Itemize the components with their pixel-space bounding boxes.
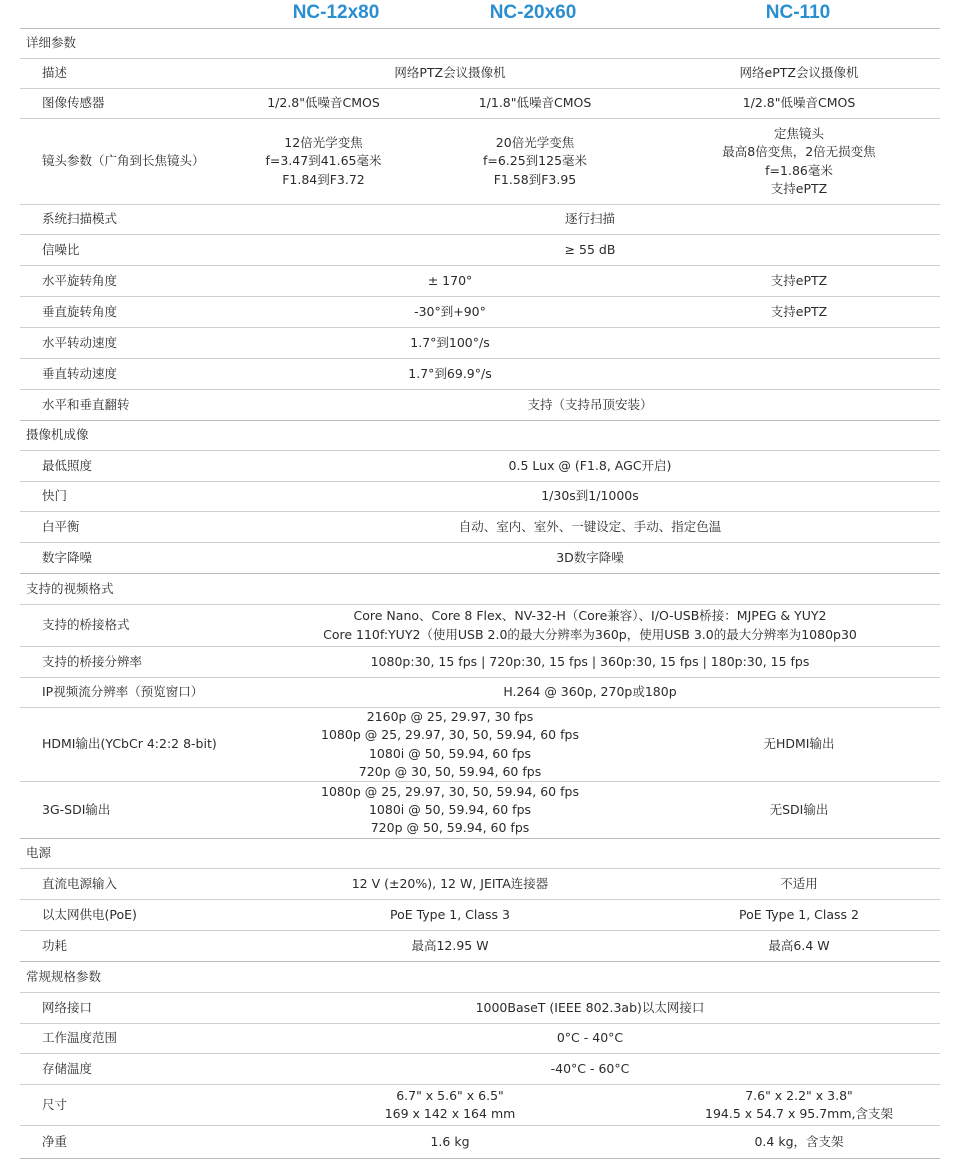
spec-value-c [678,266,920,296]
value-line: H.264 @ 360p, 270p或180p [503,684,677,700]
spec-label: 功耗 [42,937,68,953]
spec-label: 净重 [42,1133,68,1149]
section-title: 支持的视频格式 [26,580,114,596]
value-line: 2160p @ 25, 29.97, 30 fps [366,709,534,725]
value-line: ± 170° [427,272,473,288]
spec-label: 快门 [42,488,68,504]
spec-row [20,677,940,707]
spec-value-abc [240,482,940,511]
spec-value-abc [240,543,940,573]
value-line: 6.7" x 5.6" x 6.5" [396,1087,504,1103]
value-line: 12 V (±20%), 12 W, JEITA连接器 [351,875,549,891]
spec-label: 尺寸 [42,1096,68,1112]
value-line: PoE Type 1, Class 2 [738,906,859,922]
spec-row [20,88,940,118]
section-header [20,838,940,868]
value-line: PoE Type 1, Class 3 [389,906,510,922]
spec-value-abc [240,605,940,646]
value-line: 逐行扫描 [564,211,615,227]
spec-value-abc [240,1054,940,1084]
value-line: ≥ 55 dB [564,241,616,257]
value-line: 网络PTZ会议摄像机 [394,65,506,81]
spec-label: 白平衡 [42,518,80,534]
spec-label: 以太网供电(PoE) [42,906,137,922]
section-header [20,28,940,58]
spec-value-abc [240,678,940,707]
spec-row [20,118,940,204]
section-title: 详细参数 [26,35,77,51]
value-line: 最高6.4 W [768,937,830,953]
spec-value-ab [240,297,660,327]
value-line: 169 x 142 x 164 mm [384,1106,516,1121]
value-line: F1.84到F3.72 [282,171,365,187]
value-line: 支持ePTZ [770,272,828,288]
spec-value-c [678,59,920,88]
spec-label: 描述 [42,65,68,81]
spec-row [20,358,940,389]
spec-value-c [678,89,920,118]
spec-row [20,327,940,358]
spec-value-abc [240,647,940,677]
spec-row [20,450,940,481]
value-line: 无SDI输出 [769,801,829,817]
value-line: F1.58到F3.95 [493,171,577,187]
spec-value-ab [240,328,660,358]
spec-value-abc [240,512,940,542]
spec-label: 最低照度 [42,457,93,473]
spec-value-ab [240,900,660,930]
spec-label: 图像传感器 [42,95,105,111]
value-line: 720p @ 50, 59.94, 60 fps [370,820,530,836]
spec-value-c [678,900,920,930]
spec-value-c [678,869,920,899]
value-line: 支持（支持吊顶安装） [527,396,653,412]
spec-row [20,234,940,265]
spec-row [20,389,940,420]
section-title: 电源 [26,845,52,861]
value-line: 0.4 kg，含支架 [754,1133,844,1149]
value-line: f=1.86毫米 [765,162,833,178]
spec-label: 垂直旋转角度 [42,303,118,319]
section-header [20,573,940,604]
section-header [20,961,940,992]
spec-row [20,604,940,646]
value-line: 1/1.8"低噪音CMOS [478,95,592,111]
spec-label: 支持的桥接分辨率 [42,653,143,669]
spec-row [20,1125,940,1158]
spec-value-c [678,931,920,961]
value-line: 1080p @ 25, 29.97, 30, 50, 59.94, 60 fps [321,783,579,799]
value-line: Core 110f:YUY2（使用USB 2.0的最大分辨率为360p，使用USB 3.0的最大分辨率为1080p30 [323,626,857,642]
value-line: 1000BaseT (IEEE 802.3ab)以太网接口 [475,999,705,1015]
value-line: 1/2.8"低噪音CMOS [742,95,856,111]
value-line: 支持ePTZ [770,303,828,319]
value-line: 最高8倍变焦，2倍无损变焦 [722,144,876,160]
section-header [20,420,940,450]
spec-row [20,265,940,296]
spec-label: 网络接口 [42,999,93,1015]
value-line: Core Nano、Core 8 Flex、NV-32-H（Core兼容）、I/O-USB桥接：MJPEG & YUY2 [353,608,827,624]
spec-label: 垂直转动速度 [42,365,118,381]
spec-row [20,204,940,234]
spec-label: 支持的桥接格式 [42,617,130,633]
value-line: 自动、室内、室外、一键设定、手动、指定色温 [458,518,722,534]
value-line: 网络ePTZ会议摄像机 [739,65,859,81]
value-line: -30°到+90° [414,303,486,319]
spec-row [20,646,940,677]
value-line: 1/30s到1/1000s [541,488,639,504]
value-line: 1080i @ 50, 59.94, 60 fps [368,745,532,761]
value-line: 0°C - 40°C [556,1030,624,1046]
spec-value-a [245,89,402,118]
spec-row [20,1023,940,1053]
value-line: 20倍光学变焦 [495,135,575,151]
spec-row [20,542,940,573]
spec-row [20,1084,940,1125]
spec-value-ab [240,1126,660,1158]
spec-value-abc [240,1024,940,1053]
value-line: f=3.47到41.65毫米 [265,153,382,169]
value-line: -40°C - 60°C [550,1060,630,1076]
spec-row [20,58,940,88]
value-line: 720p @ 30, 50, 59.94, 60 fps [358,763,542,779]
spec-row [20,930,940,961]
spec-value-abc [240,235,940,265]
value-line: 1080i @ 50, 59.94, 60 fps [368,801,532,817]
spec-label: 直流电源输入 [42,875,118,891]
value-line: 定焦镜头 [773,126,824,142]
spec-label: 信噪比 [42,241,80,257]
value-line: 支持ePTZ [770,180,828,196]
spec-row [20,707,940,781]
spec-label: 数字降噪 [42,549,93,565]
spec-label: 工作温度范围 [42,1030,118,1046]
spec-label: HDMI输出(YCbCr 4:2:2 8-bit) [42,736,217,752]
section-title: 摄像机成像 [26,427,89,443]
spec-value-ab [240,931,660,961]
spec-value-c [678,119,920,204]
spec-value-ab [240,708,660,781]
value-line: 1080p @ 25, 29.97, 30, 50, 59.94, 60 fps [321,727,579,743]
spec-label: 水平和垂直翻转 [42,396,130,412]
value-line: 1080p:30, 15 fps | 720p:30, 15 fps | 360p:30, 15 fps | 180p:30, 15 fps [370,653,810,669]
spec-label: 3G-SDI输出 [42,801,111,817]
spec-label: IP视频流分辨率（预览窗口） [42,684,204,700]
spec-row [20,992,940,1023]
value-line: 无HDMI输出 [763,736,835,752]
spec-row [20,868,940,899]
value-line: 1.6 kg [430,1133,470,1149]
spec-row [20,899,940,930]
value-line: 12倍光学变焦 [284,135,363,151]
spec-label: 存储温度 [42,1060,93,1076]
value-line: 不适用 [780,875,818,891]
spec-value-abc [240,390,940,420]
spec-row [20,481,940,511]
value-line: 1/2.8"低噪音CMOS [267,95,380,111]
spec-value-ab [240,782,660,838]
value-line: 0.5 Lux @ (F1.8, AGC开启) [508,457,672,473]
value-line: f=6.25到125毫米 [482,153,588,169]
spec-value-ab [240,266,660,296]
spec-value-c [678,297,920,327]
spec-row [20,296,940,327]
spec-row [20,1053,940,1084]
spec-value-c [678,708,920,781]
spec-value-b [442,89,628,118]
value-line: 3D数字降噪 [556,549,624,565]
spec-value-ab [240,869,660,899]
spec-label: 镜头参数（广角到长焦镜头） [42,153,205,169]
spec-label: 系统扫描模式 [42,211,118,227]
spec-value-b [442,119,628,204]
spec-value-abc [240,993,940,1023]
model-header-nc-12x80: NC-12x80 [292,2,380,23]
spec-value-c [678,782,920,838]
table-bottom-rule [20,1158,940,1159]
spec-value-abc [240,205,940,234]
section-title: 常规规格参数 [26,968,102,984]
model-header-nc-110: NC-110 [765,2,831,23]
spec-value-a [245,119,402,204]
model-header-nc-20x60: NC-20x60 [489,2,577,23]
spec-value-ab [240,1085,660,1125]
value-line: 7.6" x 2.2" x 3.8" [745,1087,853,1103]
value-line: 1.7°到100°/s [410,334,490,350]
spec-label: 水平旋转角度 [42,272,118,288]
spec-value-ab [240,59,660,88]
spec-row [20,781,940,838]
spec-value-c [678,1085,920,1125]
spec-value-c [678,1126,920,1158]
spec-label: 水平转动速度 [42,334,118,350]
value-line: 194.5 x 54.7 x 95.7mm,含支架 [705,1106,893,1121]
spec-value-abc [240,451,940,481]
spec-value-ab [240,359,660,389]
value-line: 最高12.95 W [411,937,489,953]
value-line: 1.7°到69.9°/s [408,365,492,381]
spec-row [20,511,940,542]
